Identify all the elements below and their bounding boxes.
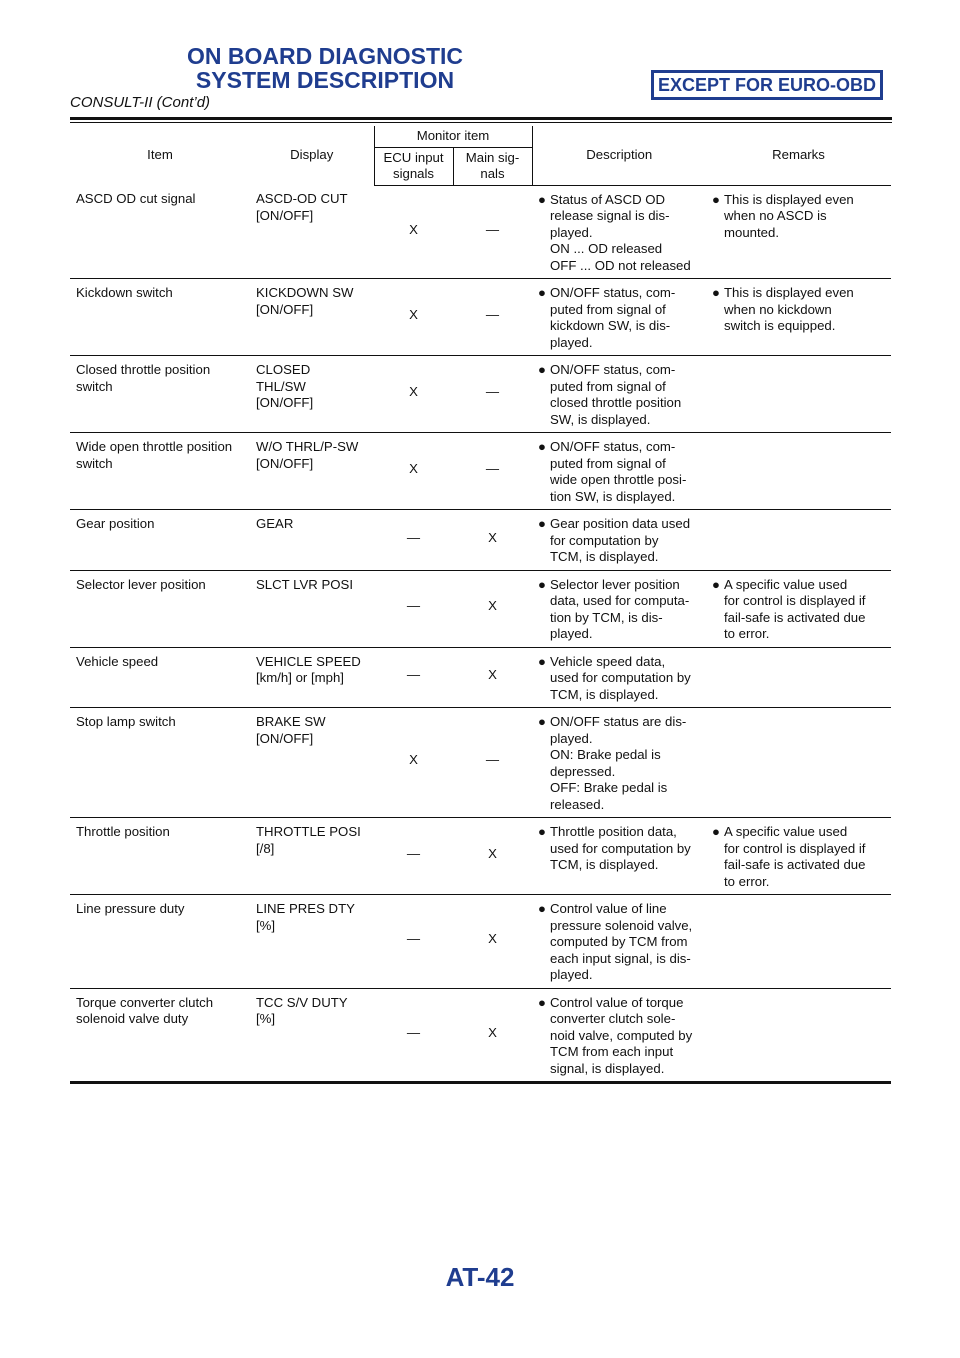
bullet-icon: ● xyxy=(538,714,546,729)
cell-main-signals: X xyxy=(453,895,532,989)
section-title-line2: SYSTEM DESCRIPTION xyxy=(195,67,455,93)
bullet-icon: ● xyxy=(538,191,546,207)
cell-item: Throttle position xyxy=(70,818,250,895)
cell-item: ASCD OD cut signal xyxy=(70,185,250,279)
cell-description xyxy=(532,708,706,818)
cell-description-text: ON/OFF status, com- puted from signal of wide open throttle posi- tion SW, is displayed. xyxy=(550,439,687,504)
cell-main-signals: — xyxy=(453,356,532,433)
cell-remarks-text: This is displayed even when no ASCD is mounted. xyxy=(724,191,854,240)
cell-item: Wide open throttle position switch xyxy=(70,433,250,510)
cell-display: BRAKE SW [ON/OFF] xyxy=(250,708,374,818)
table-row xyxy=(70,708,891,818)
cell-description-text: Status of ASCD OD release signal is dis- played. ON ... OD released OFF ... OD not released xyxy=(550,191,691,273)
section-title-line1: ON BOARD DIAGNOSTIC xyxy=(187,43,463,69)
cell-ecu-input: X xyxy=(374,356,453,433)
cell-display: CLOSED THL/SW [ON/OFF] xyxy=(250,356,374,433)
table-row xyxy=(70,988,891,1083)
cell-description xyxy=(532,185,706,279)
cell-description-bullet-item xyxy=(538,577,700,643)
bullet-icon: ● xyxy=(538,516,546,531)
cell-ecu-input: X xyxy=(374,708,453,818)
table-row xyxy=(70,356,891,433)
cell-main-signals: X xyxy=(453,570,532,647)
cell-main-signals: — xyxy=(453,185,532,279)
cell-main-signals: — xyxy=(453,433,532,510)
table-row xyxy=(70,510,891,571)
cell-description-text: ON/OFF status, com- puted from signal of kickdown SW, is dis- played. xyxy=(550,285,676,350)
cell-description-text: Control value of line pressure solenoid valve, computed by TCM from each input signal, is dis- played. xyxy=(550,901,693,982)
cell-remarks xyxy=(706,433,891,510)
cell-description-text: ON/OFF status are dis- played. ON: Brake pedal is depressed. OFF: Brake pedal is released. xyxy=(550,714,687,812)
scope-badge: EXCEPT FOR EURO-OBD xyxy=(651,70,883,100)
cell-display: SLCT LVR POSI xyxy=(250,570,374,647)
bullet-icon: ● xyxy=(538,824,546,839)
cell-remarks-bullet-item xyxy=(712,824,885,890)
bullet-icon: ● xyxy=(538,439,546,454)
table-row xyxy=(70,818,891,895)
header-remarks: Remarks xyxy=(706,126,891,185)
cell-remarks-text: A specific value used for control is displayed if fail-safe is activated due to error. xyxy=(724,576,866,641)
cell-ecu-input: — xyxy=(374,647,453,708)
cell-item: Selector lever position xyxy=(70,570,250,647)
cell-ecu-input: — xyxy=(374,895,453,989)
cell-remarks xyxy=(706,818,891,895)
cell-display: GEAR xyxy=(250,510,374,571)
cell-ecu-input: — xyxy=(374,510,453,571)
cell-description xyxy=(532,647,706,708)
cell-item: Vehicle speed xyxy=(70,647,250,708)
cell-description xyxy=(532,818,706,895)
table-row xyxy=(70,895,891,989)
section-title xyxy=(0,44,650,92)
cell-description xyxy=(532,895,706,989)
cell-main-signals: — xyxy=(453,279,532,356)
cell-description-text: Gear position data used for computation by TCM, is displayed. xyxy=(550,516,691,564)
bullet-icon: ● xyxy=(538,994,546,1010)
cell-description-text: Vehicle speed data, used for computation by TCM, is displayed. xyxy=(550,653,691,702)
cell-remarks xyxy=(706,279,891,356)
cell-description-bullet-item xyxy=(538,901,700,984)
cell-description-bullet-item xyxy=(538,192,700,275)
cell-remarks-bullet-item xyxy=(712,192,885,242)
page-number: AT-42 xyxy=(445,1262,515,1292)
cell-remarks xyxy=(706,647,891,708)
cell-main-signals: X xyxy=(453,510,532,571)
header-monitor-item: Monitor item xyxy=(374,126,532,147)
cell-description xyxy=(532,988,706,1083)
cell-remarks-text: This is displayed even when no kickdown switch is equipped. xyxy=(724,285,854,333)
cell-remarks-bullet-item xyxy=(712,285,885,335)
cell-display: W/O THRL/P-SW [ON/OFF] xyxy=(250,433,374,510)
cell-display: ASCD-OD CUT [ON/OFF] xyxy=(250,185,374,279)
cell-main-signals: X xyxy=(453,818,532,895)
table-row xyxy=(70,433,891,510)
header-rule xyxy=(70,117,892,120)
cell-remarks xyxy=(706,895,891,989)
cell-item: Stop lamp switch xyxy=(70,708,250,818)
header-display: Display xyxy=(290,147,334,163)
cell-description-bullet-item xyxy=(538,362,700,428)
bullet-icon: ● xyxy=(712,191,720,207)
bullet-icon: ● xyxy=(538,362,546,377)
cell-item: Torque converter clutch solenoid valve duty xyxy=(70,988,250,1083)
header-description: Description xyxy=(532,126,706,185)
cell-description-bullet-item xyxy=(538,714,700,813)
cell-remarks-bullet-item xyxy=(712,577,885,643)
cell-main-signals: X xyxy=(453,647,532,708)
cell-description xyxy=(532,570,706,647)
header-rule-thin xyxy=(70,122,892,123)
cell-ecu-input: — xyxy=(374,988,453,1083)
cell-description-bullet-item xyxy=(538,654,700,704)
cell-main-signals: — xyxy=(453,708,532,818)
cell-item: Line pressure duty xyxy=(70,895,250,989)
bullet-icon: ● xyxy=(538,901,546,916)
cell-description-text: Control value of torque converter clutch sole- noid valve, computed by TCM from each input signal, is displayed. xyxy=(550,994,693,1076)
monitor-item-table xyxy=(70,126,891,1084)
bullet-icon: ● xyxy=(712,576,720,592)
header-main-signals: Main sig- nals xyxy=(453,147,532,185)
table-row xyxy=(70,185,891,279)
cell-remarks xyxy=(706,356,891,433)
cell-display: KICKDOWN SW [ON/OFF] xyxy=(250,279,374,356)
bullet-icon: ● xyxy=(538,653,546,669)
cell-ecu-input: X xyxy=(374,185,453,279)
cell-item: Closed throttle position switch xyxy=(70,356,250,433)
cell-item: Kickdown switch xyxy=(70,279,250,356)
cell-description xyxy=(532,433,706,510)
bullet-icon: ● xyxy=(538,576,546,592)
section-subtitle: CONSULT-II (Cont’d) xyxy=(70,94,211,111)
bullet-icon: ● xyxy=(712,285,720,300)
cell-description xyxy=(532,510,706,571)
cell-description-bullet-item xyxy=(538,824,700,874)
cell-ecu-input: — xyxy=(374,818,453,895)
cell-main-signals: X xyxy=(453,988,532,1083)
bullet-icon: ● xyxy=(712,824,720,839)
cell-display: TCC S/V DUTY [%] xyxy=(250,988,374,1083)
cell-display: VEHICLE SPEED [km/h] or [mph] xyxy=(250,647,374,708)
cell-description-text: ON/OFF status, com- puted from signal of closed throttle position SW, is displayed. xyxy=(550,362,682,427)
table-row xyxy=(70,279,891,356)
cell-description-text: Throttle position data, used for computation by TCM, is displayed. xyxy=(550,824,691,872)
cell-item: Gear position xyxy=(70,510,250,571)
cell-remarks xyxy=(706,510,891,571)
cell-remarks-text: A specific value used for control is displayed if fail-safe is activated due to error. xyxy=(724,824,866,889)
cell-display: THROTTLE POSI [/8] xyxy=(250,818,374,895)
table-row xyxy=(70,570,891,647)
table-row xyxy=(70,647,891,708)
cell-display: LINE PRES DTY [%] xyxy=(250,895,374,989)
cell-remarks xyxy=(706,570,891,647)
cell-ecu-input: — xyxy=(374,570,453,647)
header-item: Item xyxy=(147,147,173,163)
bullet-icon: ● xyxy=(538,285,546,300)
cell-description xyxy=(532,356,706,433)
cell-description-bullet-item xyxy=(538,516,700,566)
cell-remarks xyxy=(706,708,891,818)
cell-description-bullet-item xyxy=(538,995,700,1078)
cell-ecu-input: X xyxy=(374,433,453,510)
cell-description-text: Selector lever position data, used for computa- tion by TCM, is dis- played. xyxy=(550,576,690,641)
cell-description-bullet-item xyxy=(538,439,700,505)
cell-ecu-input: X xyxy=(374,279,453,356)
cell-description-bullet-item xyxy=(538,285,700,351)
cell-remarks xyxy=(706,988,891,1083)
cell-description xyxy=(532,279,706,356)
header-ecu-input: ECU input signals xyxy=(374,147,453,185)
cell-remarks xyxy=(706,185,891,279)
